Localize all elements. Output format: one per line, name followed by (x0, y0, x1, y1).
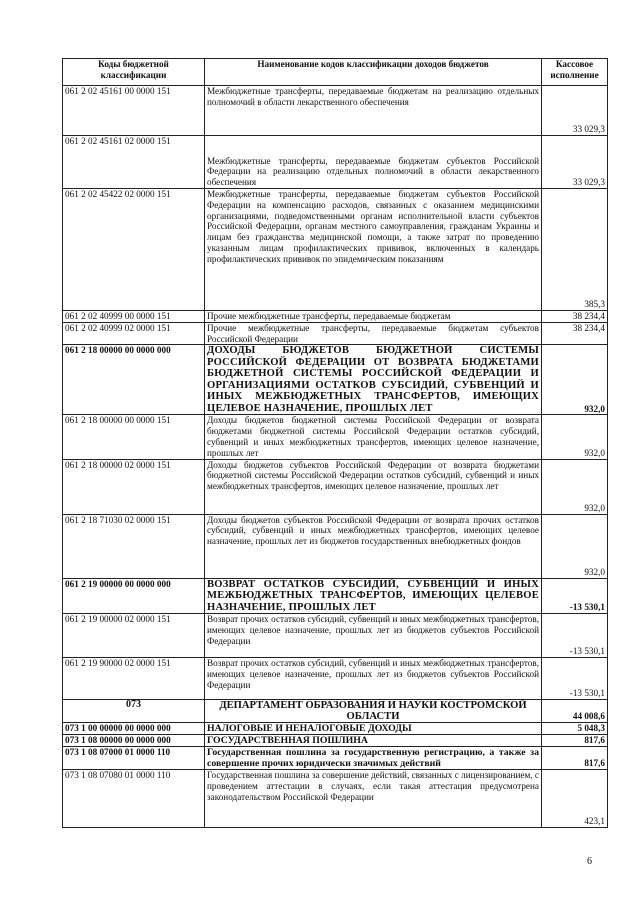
row-name: Прочие межбюджетные трансферты, передаваемые бюджетам субъектов Российской Федерации (205, 322, 542, 345)
row-name: ДЕПАРТАМЕНТ ОБРАЗОВАНИЯ И НАУКИ КОСТРОМСКОЙ ОБЛАСТИ (205, 700, 542, 723)
row-amount: 817,6 (542, 747, 608, 770)
table-row (63, 514, 608, 578)
table-row (63, 345, 608, 415)
row-code: 061 2 18 00000 00 0000 151 (63, 415, 205, 459)
header-name: Наименование кодов классификации доходов бюджетов (205, 59, 542, 86)
row-amount: 385,3 (542, 189, 608, 311)
row-amount: 932,0 (542, 514, 608, 578)
row-code: 073 (63, 700, 205, 723)
row-amount: 38 234,4 (542, 322, 608, 345)
row-amount: 932,0 (542, 345, 608, 415)
row-code: 061 2 18 00000 00 0000 000 (63, 345, 205, 415)
row-name: Доходы бюджетов субъектов Российской Федерации от возврата прочих остатков субсидий, субвенций и иных межбюджетных трансфертов, имеющих целевое назначение, прошлых лет из бюджетов государственных внебюджетных фондов (205, 514, 542, 578)
row-name: Доходы бюджетов бюджетной системы Российской Федерации от возврата бюджетами бюджетной системы Российской Федерации остатков субсидий, субвенций и иных межбюджетных трансфертов, имеющих целевое назначение, прошлых лет (205, 415, 542, 459)
row-amount: -13 530,1 (542, 658, 608, 700)
row-amount: 932,0 (542, 459, 608, 514)
page-number: 6 (587, 856, 592, 867)
row-code: 061 2 02 45161 02 0000 151 (63, 136, 205, 189)
budget-report-page (62, 58, 607, 828)
table-row (63, 700, 608, 723)
row-amount: -13 530,1 (542, 578, 608, 614)
row-amount: 932,0 (542, 415, 608, 459)
table-row (63, 770, 608, 828)
row-code: 061 2 02 40999 02 0000 151 (63, 322, 205, 345)
row-name: ВОЗВРАТ ОСТАТКОВ СУБСИДИЙ, СУБВЕНЦИЙ И ИНЫХ МЕЖБЮДЖЕТНЫХ ТРАНСФЕРТОВ, ИМЕЮЩИХ ЦЕЛЕВОЕ НАЗНАЧЕНИЕ, ПРОШЛЫХ ЛЕТ (205, 578, 542, 614)
row-name: Возврат прочих остатков субсидий, субвенций и иных межбюджетных трансфертов, имеющих целевое назначение, прошлых лет из бюджетов субъектов Российской Федерации (205, 658, 542, 700)
row-code: 061 2 18 00000 02 0000 151 (63, 459, 205, 514)
table-row (63, 415, 608, 459)
table-row (63, 578, 608, 614)
row-code: 061 2 19 00000 00 0000 000 (63, 578, 205, 614)
table-row (63, 322, 608, 345)
row-code: 061 2 18 71030 02 0000 151 (63, 514, 205, 578)
row-code: 073 1 08 07080 01 0000 110 (63, 770, 205, 828)
revenue-table (62, 58, 608, 828)
row-name: ДОХОДЫ БЮДЖЕТОВ БЮДЖЕТНОЙ СИСТЕМЫ РОССИЙСКОЙ ФЕДЕРАЦИИ ОТ ВОЗВРАТА БЮДЖЕТАМИ БЮДЖЕТНОЙ СИСТЕМЫ РОССИЙСКОЙ ФЕДЕРАЦИИ И ОРГАНИЗАЦИЯМИ ОСТАТКОВ СУБСИДИЙ, СУБВЕНЦИЙ И ИНЫХ МЕЖБЮДЖЕТНЫХ ТРАНСФЕРТОВ, ИМЕЮЩИХ ЦЕЛЕВОЕ НАЗНАЧЕНИЕ, ПРОШЛЫХ ЛЕТ (205, 345, 542, 415)
row-amount: 817,6 (542, 735, 608, 747)
row-code: 073 1 08 00000 00 0000 000 (63, 735, 205, 747)
table-row (63, 658, 608, 700)
row-name: Прочие межбюджетные трансферты, передаваемые бюджетам (205, 311, 542, 323)
row-amount: 33 029,3 (542, 86, 608, 136)
row-amount: -13 530,1 (542, 614, 608, 658)
row-name: НАЛОГОВЫЕ И НЕНАЛОГОВЫЕ ДОХОДЫ (205, 723, 542, 735)
row-code: 061 2 02 45422 02 0000 151 (63, 189, 205, 311)
row-amount: 44 008,6 (542, 700, 608, 723)
table-row (63, 311, 608, 323)
table-row (63, 189, 608, 311)
row-name: Государственная пошлина за совершение действий, связанных с лицензированием, с проведением аттестации в случаях, если такая аттестация предусмотрена законодательством Российской Федерации (205, 770, 542, 828)
row-amount: 33 029,3 (542, 136, 608, 189)
row-amount: 423,1 (542, 770, 608, 828)
row-name: Межбюджетные трансферты, передаваемые бюджетам субъектов Российской Федерации на реализацию отдельных полномочий в области лекарственного обеспечения (205, 136, 542, 189)
row-name: Межбюджетные трансферты, передаваемые бюджетам на реализацию отдельных полномочий в области лекарственного обеспечения (205, 86, 542, 136)
table-header-row (63, 59, 608, 86)
table-row (63, 614, 608, 658)
table-row (63, 735, 608, 747)
row-name: Межбюджетные трансферты, передаваемые бюджетам субъектов Российской Федерации на компенсацию расходов, связанных с оказанием медицинскими организациями, подведомственными органам исполнительной власти субъектов Российской Федерации, органам местного самоуправления, гражданам Украины и лицам без гражданства медицинской помощи, а также затрат по проведению указанным лицам профилактических прививок, включенных в календарь профилактических прививок по эпидемическим показаниям (205, 189, 542, 311)
table-row (63, 459, 608, 514)
table-row (63, 723, 608, 735)
row-code: 061 2 02 45161 00 0000 151 (63, 86, 205, 136)
row-amount: 38 234,4 (542, 311, 608, 323)
table-row (63, 86, 608, 136)
row-code: 073 1 00 00000 00 0000 000 (63, 723, 205, 735)
row-name: Доходы бюджетов субъектов Российской Федерации от возврата бюджетами бюджетной системы Российской Федерации остатков субсидий, субвенций и иных межбюджетных трансфертов, имеющих целевое назначение, прошлых лет (205, 459, 542, 514)
row-code: 073 1 08 07000 01 0000 110 (63, 747, 205, 770)
row-code: 061 2 19 90000 02 0000 151 (63, 658, 205, 700)
header-code: Коды бюджетной классификации (63, 59, 205, 86)
row-name: ГОСУДАРСТВЕННАЯ ПОШЛИНА (205, 735, 542, 747)
row-code: 061 2 19 00000 02 0000 151 (63, 614, 205, 658)
header-amount: Кассовое исполнение (542, 59, 608, 86)
row-name: Возврат прочих остатков субсидий, субвенций и иных межбюджетных трансфертов, имеющих целевое назначение, прошлых лет из бюджетов субъектов Российской Федерации (205, 614, 542, 658)
table-row (63, 136, 608, 189)
row-amount: 5 048,3 (542, 723, 608, 735)
row-name: Государственная пошлина за государственную регистрацию, а также за совершение прочих юридически значимых действий (205, 747, 542, 770)
row-code: 061 2 02 40999 00 0000 151 (63, 311, 205, 323)
table-row (63, 747, 608, 770)
